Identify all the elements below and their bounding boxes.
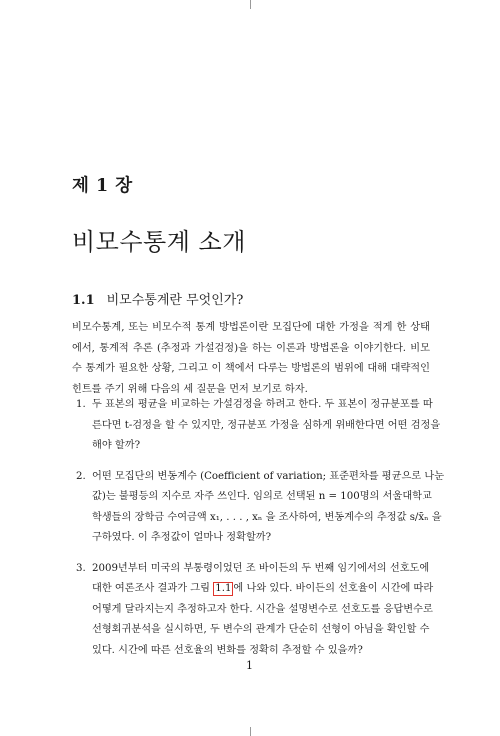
question-text: 대한 여론조사 결과가 그림 (92, 583, 214, 594)
question-line: 2009년부터 미국의 부통령이었던 조 바이든의 두 번째 임기에서의 선호도에 (92, 562, 430, 574)
question-line: 있다. 시간에 따른 선호율의 변화를 정확히 추정할 수 있을까? (92, 644, 363, 656)
question-line (92, 579, 434, 600)
question-line: 어떤 모집단의 변동계수 (Coefficient of variation; 표준편차를 평균으로 나눈 (92, 470, 445, 482)
crop-mark-bottom (250, 727, 251, 736)
question-line: 른다면 t-검정을 할 수 있지만, 정규분포 가정을 심하게 위배한다면 어떤 검정을 (92, 419, 441, 431)
question-line: 해야 할까? (92, 440, 141, 451)
question-number: 3. (76, 562, 86, 574)
question-line: 학생들의 장학금 수여금액 x₁, . . . , xₙ 을 조사하여, 변동계수의 추정값 s/x̄ₙ 을 (92, 511, 442, 523)
chapter-label: 제 1 장 (72, 176, 133, 196)
question-line: 두 표본의 평균을 비교하는 가설검정을 하려고 한다. 두 표본이 정규분포를 따 (92, 399, 433, 410)
intro-paragraph: 비모수통계, 또는 비모수적 통계 방법론이란 모집단에 대한 가정을 적게 한 상태에서, 통계적 추론 (추정과 가설검정)을 하는 이론과 방법론을 이야기한다. 비모수 통계가 필요한 상황, 그리고 이 책에서 다루는 방법론의 범위에 대해 대략적인 힌트를 주기 위해 다음의 세 질문을 먼저 보기로 하자. (72, 322, 430, 395)
question-number: 1. (76, 399, 86, 410)
question-item-1 (76, 395, 441, 457)
question-text: 에 나와 있다. 바이든의 선호율이 시간에 따라 (233, 583, 434, 594)
figure-reference-link[interactable]: 1.1 (215, 583, 232, 594)
question-line: 선형회귀분석을 실시하면, 두 변수의 관계가 단순히 선형이 아님을 확인할 수 (92, 624, 430, 635)
section-title: 비모수통계란 무엇인가? (106, 293, 244, 308)
page-number: 1 (246, 659, 253, 672)
question-number: 2. (76, 470, 86, 482)
question-list (72, 395, 445, 671)
question-line: 어떻게 달라지는지 추정하고자 한다. 시간을 설명변수로 선호도를 응답변수로 (92, 603, 433, 615)
crop-mark-top (250, 0, 251, 9)
section-heading (72, 289, 243, 308)
question-line: 구하였다. 이 추정값이 얼마나 정확할까? (92, 532, 272, 543)
section-number: 1.1 (72, 293, 95, 308)
chapter-title: 비모수통계 소개 (72, 228, 246, 256)
question-line: 값)는 불평등의 지수로 자주 쓰인다. 임의로 선택된 n = 100명의 서울대학교 (92, 491, 432, 502)
question-item-2 (76, 467, 445, 549)
question-item-3 (76, 559, 434, 662)
